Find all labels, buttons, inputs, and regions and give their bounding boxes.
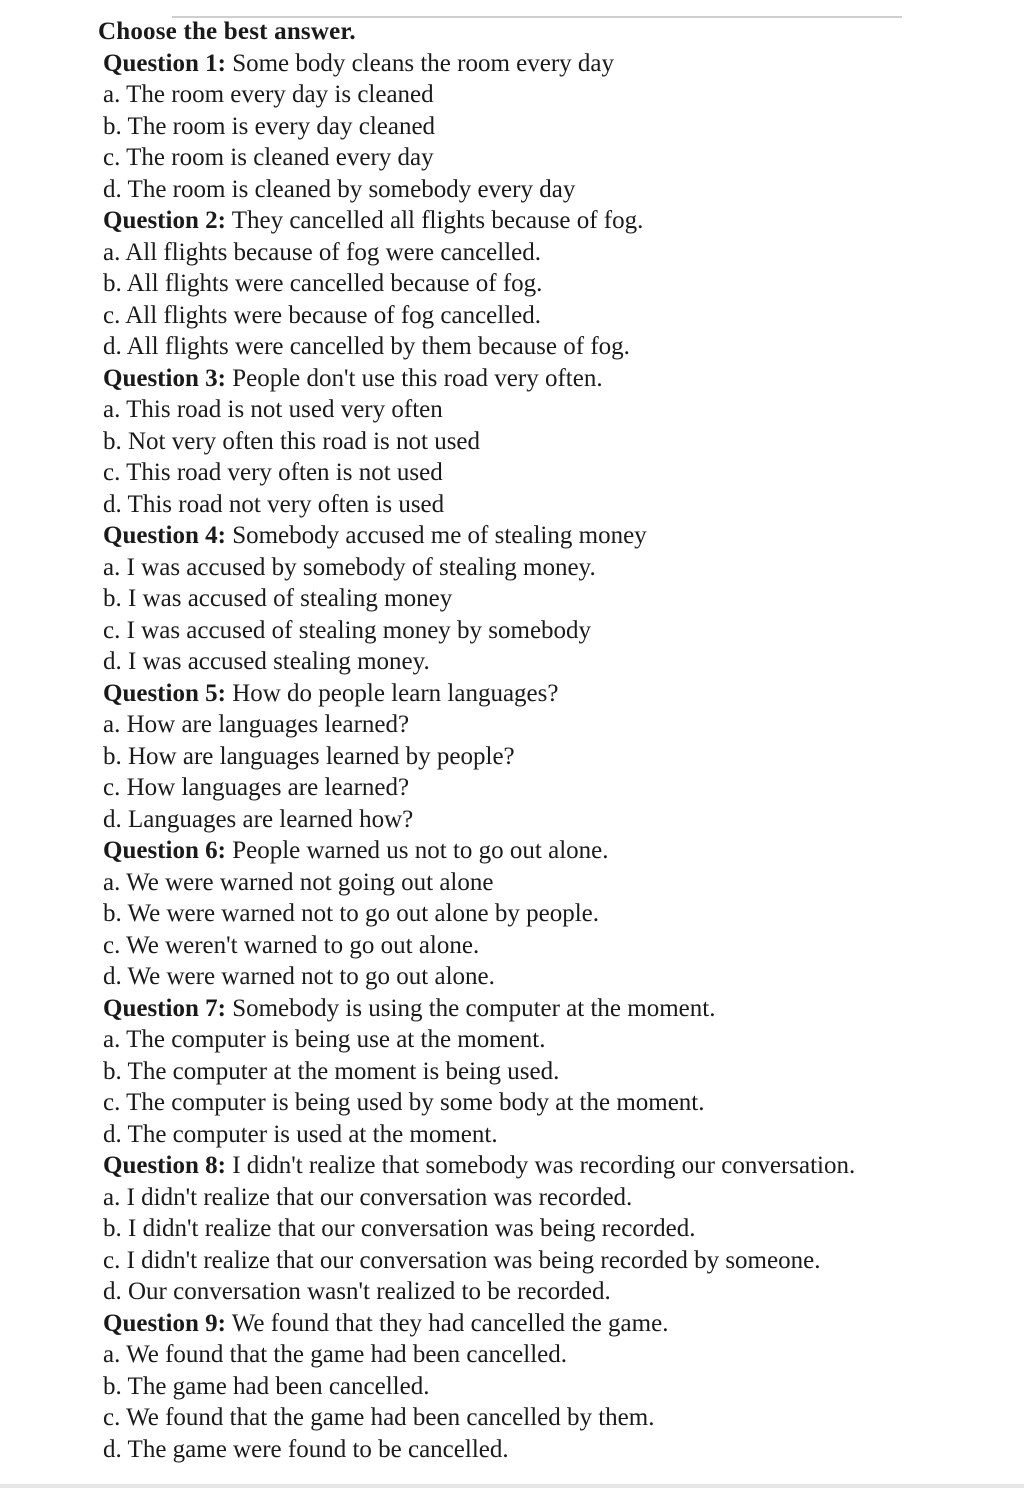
answer-option-2-c[interactable]: c. All flights were because of fog cancelled. [103, 301, 542, 329]
instruction-heading: Choose the best answer. [98, 18, 356, 45]
answer-option-4-a[interactable]: a. I was accused by somebody of stealing money. [103, 553, 596, 581]
answer-option-6-b[interactable]: b. We were warned not to go out alone by people. [103, 900, 599, 927]
answer-option-8-d[interactable]: d. Our conversation wasn't realized to be recorded. [103, 1278, 611, 1305]
answer-option-6-c[interactable]: c. We weren't warned to go out alone. [103, 931, 480, 959]
question-label: Question 4: [103, 522, 226, 549]
question-label: Question 8: [103, 1152, 226, 1179]
answer-option-5-a[interactable]: a. How are languages learned? [103, 711, 410, 738]
question-prompt: We found that they had cancelled the game. [231, 1309, 669, 1337]
answer-option-9-a[interactable]: a. We found that the game had been cancelled. [103, 1341, 567, 1368]
question-label: Question 3: [103, 364, 226, 392]
answer-option-1-a[interactable]: a. The room every day is cleaned [103, 81, 434, 108]
question-prompt: Somebody is using the computer at the moment. [232, 994, 716, 1022]
question-prompt: They cancelled all flights because of fog. [231, 207, 644, 234]
question-prompt: I didn't realize that somebody was recording our conversation. [232, 1152, 856, 1179]
answer-option-9-c[interactable]: c. We found that the game had been cancelled by them. [103, 1404, 655, 1431]
answer-option-7-d[interactable]: d. The computer is used at the moment. [103, 1120, 498, 1148]
answer-option-2-b[interactable]: b. All flights were cancelled because of fog. [103, 270, 543, 297]
answer-option-6-d[interactable]: d. We were warned not to go out alone. [103, 963, 495, 990]
question-prompt: Some body cleans the room every day [232, 49, 615, 77]
answer-option-2-d[interactable]: d. All flights were cancelled by them because of fog. [103, 333, 630, 360]
question-label: Question 7: [103, 994, 226, 1022]
question-7 [98, 993, 998, 1025]
question-label: Question 9: [103, 1309, 226, 1337]
answer-option-7-a[interactable]: a. The computer is being use at the moment. [103, 1026, 546, 1053]
question-prompt: People warned us not to go out alone. [232, 837, 609, 864]
answer-option-5-b[interactable]: b. How are languages learned by people? [103, 742, 515, 770]
question-label: Question 5: [103, 679, 226, 707]
question-prompt: People don't use this road very often. [232, 364, 603, 392]
question-prompt: Somebody accused me of stealing money [232, 522, 647, 549]
answer-option-3-d[interactable]: d. This road not very often is used [103, 490, 445, 518]
question-label: Question 2: [103, 207, 226, 234]
answer-option-4-b[interactable]: b. I was accused of stealing money [103, 585, 453, 612]
question-label: Question 6: [103, 837, 226, 864]
question-2 [98, 205, 998, 237]
question-9 [98, 1308, 998, 1340]
answer-option-2-a[interactable]: a. All flights because of fog were cancelled. [103, 238, 542, 266]
answer-option-7-b[interactable]: b. The computer at the moment is being used. [103, 1057, 560, 1085]
answer-option-9-b[interactable]: b. The game had been cancelled. [103, 1372, 430, 1400]
answer-option-3-b[interactable]: b. Not very often this road is not used [103, 427, 481, 455]
answer-option-9-d[interactable]: d. The game were found to be cancelled. [103, 1435, 509, 1463]
answer-option-6-a[interactable]: a. We were warned not going out alone [103, 868, 494, 896]
answer-option-3-c[interactable]: c. This road very often is not used [103, 459, 443, 486]
bottom-divider [0, 1484, 1024, 1488]
question-5 [98, 678, 998, 710]
answer-option-4-d[interactable]: d. I was accused stealing money. [103, 648, 430, 675]
question-1 [98, 48, 998, 80]
question-3 [98, 363, 998, 395]
answer-option-4-c[interactable]: c. I was accused of stealing money by somebody [103, 616, 592, 644]
answer-option-7-c[interactable]: c. The computer is being used by some body at the moment. [103, 1089, 705, 1116]
question-list [98, 48, 998, 1466]
question-prompt: How do people learn languages? [232, 679, 559, 707]
answer-option-3-a[interactable]: a. This road is not used very often [103, 396, 443, 423]
question-8 [98, 1150, 998, 1182]
answer-option-1-b[interactable]: b. The room is every day cleaned [103, 112, 436, 140]
question-6 [98, 835, 998, 867]
question-4 [98, 520, 998, 552]
answer-option-8-c[interactable]: c. I didn't realize that our conversation was being recorded by someone. [103, 1246, 821, 1274]
question-label: Question 1: [103, 49, 226, 77]
answer-option-5-d[interactable]: d. Languages are learned how? [103, 805, 414, 833]
answer-option-8-a[interactable]: a. I didn't realize that our conversation was recorded. [103, 1183, 633, 1211]
answer-option-5-c[interactable]: c. How languages are learned? [103, 774, 410, 801]
worksheet-content [98, 16, 998, 1465]
answer-option-8-b[interactable]: b. I didn't realize that our conversation was being recorded. [103, 1215, 696, 1242]
answer-option-1-d[interactable]: d. The room is cleaned by somebody every day [103, 175, 576, 203]
answer-option-1-c[interactable]: c. The room is cleaned every day [103, 144, 434, 171]
